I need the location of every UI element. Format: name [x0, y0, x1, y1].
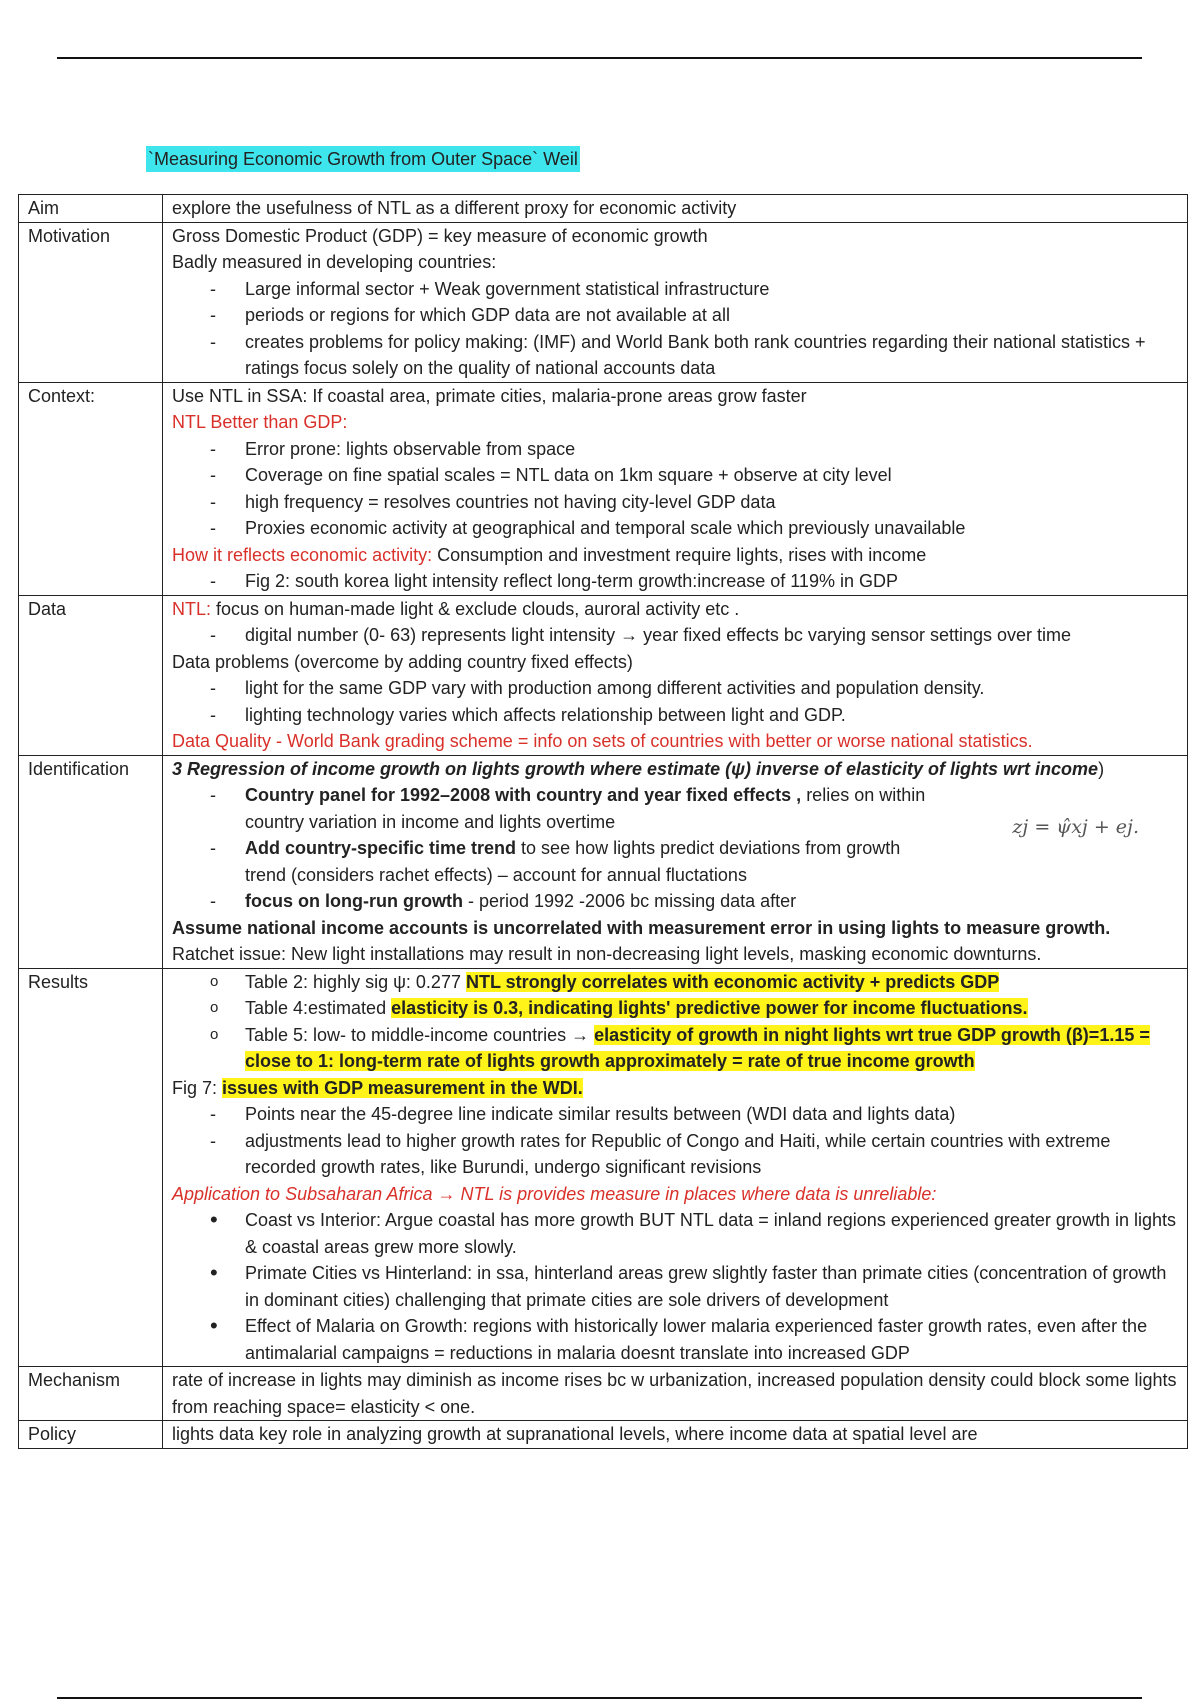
list-item: • Effect of Malaria on Growth: regions with historically lower malaria experienced faster growth rates, even after the antimalarial campaigns = reductions in malaria doesnt translate into increased GDP: [172, 1313, 1183, 1366]
list-item: - high frequency = resolves countries not having city-level GDP data: [172, 489, 1183, 516]
row-mechanism: [19, 1367, 1188, 1421]
list-item: - Fig 2: south korea light intensity reflect long-term growth:increase of 119% in GDP: [172, 568, 1183, 595]
section-heading: 3 Regression of income growth on lights growth where estimate (ψ) inverse of elasticity of lights wrt income: [172, 758, 1099, 779]
text-span: to see how lights predict deviations from growth trend (considers rachet effects) – account for annual fluctations: [245, 838, 901, 885]
list-item: - light for the same GDP vary with production among different activities and population density.: [172, 675, 1183, 702]
text-span: - period 1992 -2006 bc missing data after: [462, 891, 797, 911]
list-item: [172, 995, 1183, 1022]
row-content: rate of increase in lights may diminish as income rises bc w urbanization, increased population density could block some lights from reaching space= elasticity < one.: [163, 1367, 1188, 1421]
list-item: - Error prone: lights observable from space: [172, 436, 1183, 463]
list-item: - Proxies economic activity at geographical and temporal scale which previously unavailable: [172, 515, 1183, 542]
row-content: [163, 968, 1188, 1367]
text-line: Badly measured in developing countries:: [172, 252, 497, 272]
row-motivation: [19, 222, 1188, 382]
list-item: - adjustments lead to higher growth rates for Republic of Congo and Haiti, while certain countries with extreme recorded growth rates, like Burundi, undergo significant revisions: [172, 1128, 1183, 1181]
list-item: [172, 888, 1183, 915]
text-span: focus on human-made light & exclude clouds, auroral activity etc .: [211, 598, 740, 619]
list-item: - digital number (0- 63) represents light intensity → year fixed effects bc varying sensor settings over time: [172, 622, 1183, 649]
row-content: explore the usefulness of NTL as a different proxy for economic activity: [163, 195, 1188, 223]
section-heading: Data Quality - World Bank grading scheme = info on sets of countries with better or worse national statistics.: [172, 731, 1033, 751]
bullet-list: [172, 969, 1183, 1075]
text-line: [172, 596, 1183, 623]
bold-span: focus on long-run growth: [245, 891, 463, 911]
list-item: • Primate Cities vs Hinterland: in ssa, hinterland areas grew slightly faster than primate cities (concentration of growth in dominant cities) challenging that primate cities are sole drivers of development: [172, 1260, 1183, 1313]
list-item: - Large informal sector + Weak government statistical infrastructure: [172, 276, 1183, 303]
row-content: [163, 222, 1188, 382]
list-item: - lighting technology varies which affects relationship between light and GDP.: [172, 702, 1183, 729]
row-label: Results: [19, 968, 163, 1367]
text-line: [172, 1075, 1183, 1102]
row-content: [163, 755, 1188, 968]
text-span: relies on within country variation in income and lights overtime: [245, 785, 926, 832]
bullet-list: [172, 276, 1183, 382]
row-aim: [19, 195, 1188, 223]
regression-equation: zj = ψ̂xj + ej.: [1012, 815, 1139, 838]
bullet-list: [172, 622, 1183, 649]
list-item: - creates problems for policy making: (IMF) and World Bank both rank countries regarding their national statistics + ratings focus solely on the quality of national accounts data: [172, 329, 1183, 382]
list-item: • Coast vs Interior: Argue coastal has more growth BUT NTL data = inland regions experienced greater growth in lights & coastal areas grew more slowly.: [172, 1207, 1183, 1260]
section-heading: How it reflects economic activity:: [172, 544, 433, 565]
text-line: [172, 542, 1183, 569]
highlight-span: elasticity is 0.3, indicating lights' predictive power for income fluctuations.: [391, 998, 1028, 1018]
row-label: Data: [19, 595, 163, 755]
row-content: [163, 382, 1188, 595]
list-item: [172, 969, 1183, 996]
row-policy: [19, 1421, 1188, 1449]
notes-table: [18, 194, 1188, 1449]
row-label: Context:: [19, 382, 163, 595]
row-label: Identification: [19, 755, 163, 968]
highlight-span: issues with GDP measurement in the WDI.: [222, 1077, 583, 1098]
text-span: ): [1098, 758, 1105, 779]
bold-span: Add country-specific time trend: [245, 838, 517, 858]
highlight-span: elasticity of growth in night lights wrt true GDP growth (β)=1.15 = close to 1:: [245, 1024, 1150, 1071]
bullet-list: [172, 568, 1183, 595]
text-span: Table 5: low- to middle-income countries →: [245, 1024, 595, 1045]
text-line: Ratchet issue: New light installations may result in non-decreasing light levels, masking economic downturns.: [172, 944, 1042, 964]
row-label: Motivation: [19, 222, 163, 382]
row-label: Aim: [19, 195, 163, 223]
list-item: [172, 835, 1183, 888]
row-identification: [19, 755, 1188, 968]
row-context: [19, 382, 1188, 595]
row-label: Mechanism: [19, 1367, 163, 1421]
bullet-list: [172, 782, 1183, 915]
text-span: Consumption and investment require lights, rises with income: [432, 544, 927, 565]
text-span: Table 4:estimated: [245, 998, 392, 1018]
row-label: Policy: [19, 1421, 163, 1449]
highlight-span: NTL strongly correlates with economic activity + predicts GDP: [465, 971, 1000, 992]
list-item: [172, 782, 1183, 835]
bold-span: Country panel for 1992–2008 with country and year fixed effects ,: [245, 785, 802, 805]
text-line: Data problems (overcome by adding country fixed effects): [172, 651, 633, 672]
text-line: [172, 756, 1183, 783]
row-results: [19, 968, 1188, 1367]
bullet-list: [172, 1207, 1183, 1366]
text-span: Table 2: highly sig ψ: 0.277: [245, 971, 466, 992]
list-item: - Coverage on fine spatial scales = NTL data on 1km square + observe at city level: [172, 462, 1183, 489]
section-heading: NTL Better than GDP:: [172, 412, 348, 432]
highlight-span: long-term rate of lights growth approximately = rate of true income growth: [334, 1051, 975, 1071]
bullet-list: [172, 436, 1183, 542]
text-line: Assume national income accounts is uncorrelated with measurement error in using lights to measure growth.: [172, 917, 1111, 938]
row-data: [19, 595, 1188, 755]
text-line: Gross Domestic Product (GDP) = key measure of economic growth: [172, 225, 708, 246]
list-item: - periods or regions for which GDP data are not available at all: [172, 302, 1183, 329]
document-title: `Measuring Economic Growth from Outer Space` Weil: [146, 146, 580, 172]
bullet-list: [172, 1101, 1183, 1181]
text-line: Use NTL in SSA: If coastal area, primate cities, malaria-prone areas grow faster: [172, 385, 807, 406]
section-heading: NTL:: [172, 598, 212, 619]
list-item: [172, 1022, 1183, 1075]
text-span: Fig 7:: [172, 1077, 223, 1098]
top-rule: [57, 57, 1142, 59]
bullet-list: [172, 675, 1183, 728]
bottom-rule: [57, 1697, 1142, 1699]
section-heading: Application to Subsaharan Africa → NTL is provides measure in places where data is unreliable:: [172, 1183, 937, 1204]
list-item: - Points near the 45-degree line indicate similar results between (WDI data and lights data): [172, 1101, 1183, 1128]
row-content: lights data key role in analyzing growth at supranational levels, where income data at spatial level are: [163, 1421, 1188, 1449]
row-content: [163, 595, 1188, 755]
